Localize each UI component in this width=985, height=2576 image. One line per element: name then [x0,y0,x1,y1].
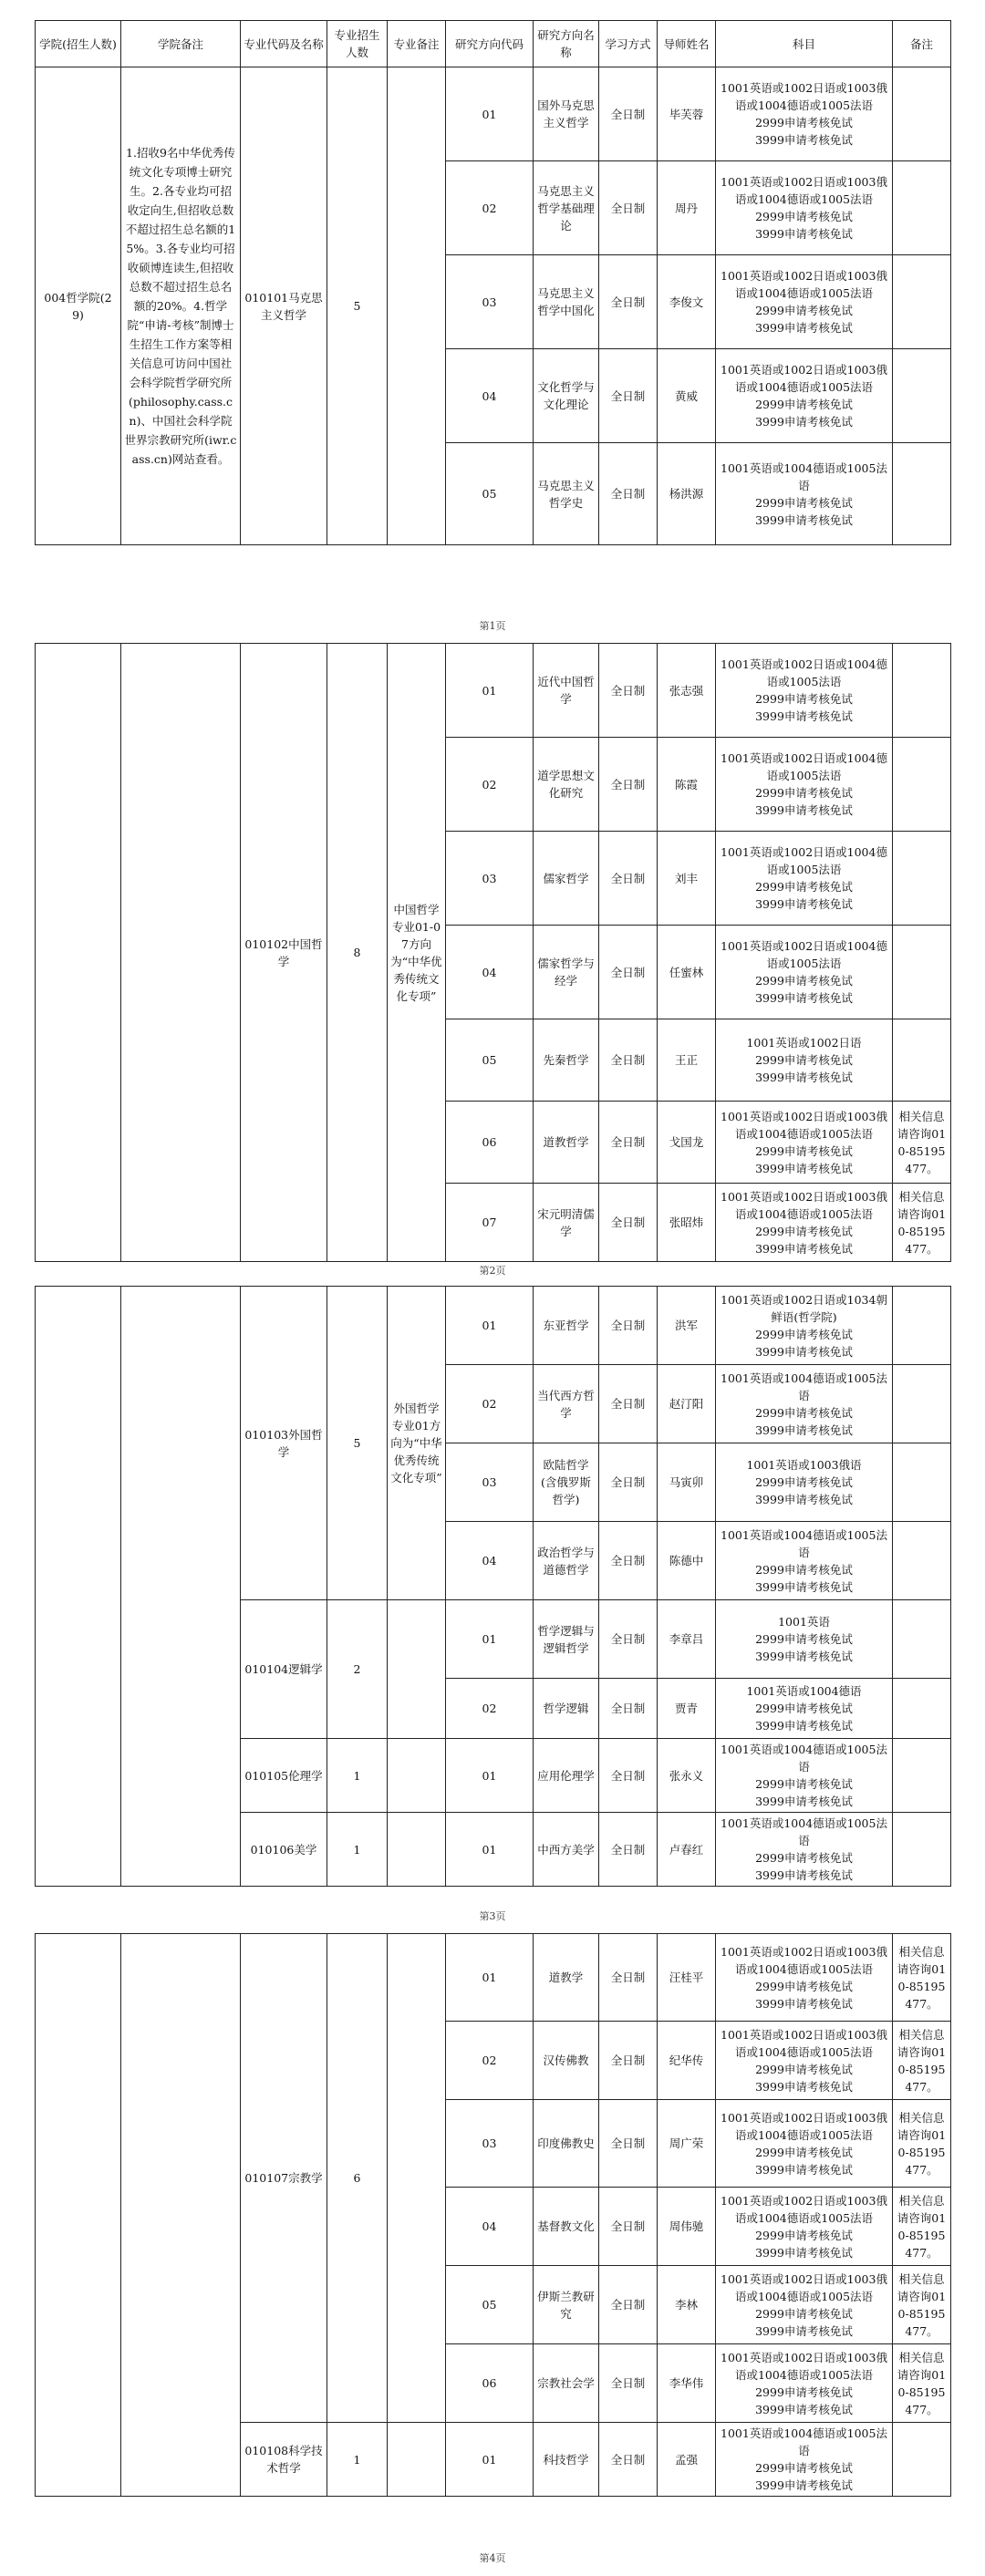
subjects-cell: 1001英语或1002日语或1003俄语或1004德语或1005法语 2999申请考核免试 3999申请考核免试 [716,2266,893,2344]
subjects-cell: 1001英语或1004德语或1005法语 2999申请考核免试 3999申请考核免试 [716,1365,893,1443]
page-number-1: 第1页 [479,620,506,632]
remark-cell [893,1443,951,1522]
direction-code-cell: 01 [446,1600,534,1679]
study-mode-cell: 全日制 [599,1365,658,1443]
direction-name-cell: 哲学逻辑 [534,1679,599,1739]
tutor-cell: 张昭炜 [658,1184,716,1262]
admission-table-page-4 [35,1933,951,2497]
college-cell [36,1287,121,1887]
remark-cell [893,832,951,926]
study-mode-cell: 全日制 [599,2188,658,2266]
direction-name-cell: 伊斯兰教研究 [534,2266,599,2344]
study-mode-cell: 全日制 [599,1102,658,1184]
remark-cell: 相关信息请咨询010-85195477。 [893,1184,951,1262]
study-mode-cell: 全日制 [599,1934,658,2022]
direction-name-cell: 道教哲学 [534,1102,599,1184]
tutor-cell: 李华伟 [658,2344,716,2423]
direction-code-cell: 06 [446,1102,534,1184]
tutor-cell: 任蜜林 [658,926,716,1019]
subjects-cell: 1001英语或1002日语或1004德语或1005法语 2999申请考核免试 3999申请考核免试 [716,738,893,832]
direction-code-cell: 02 [446,161,534,255]
direction-name-cell: 近代中国哲学 [534,644,599,738]
direction-name-cell: 马克思主义哲学基础理论 [534,161,599,255]
major-count-cell: 1 [327,1813,388,1887]
remark-cell: 相关信息请咨询010-85195477。 [893,1934,951,2022]
major-header: 专业代码及名称 [241,21,327,67]
table-row [36,67,951,161]
major-count-cell: 6 [327,1934,388,2423]
tutor-cell: 李林 [658,2266,716,2344]
major-count-cell: 1 [327,2423,388,2497]
direction-code-cell: 02 [446,1365,534,1443]
major-note-cell [388,1934,446,2423]
subjects-cell: 1001英语或1002日语或1003俄语或1004德语或1005法语 2999申请考核免试 3999申请考核免试 [716,67,893,161]
study-mode-cell: 全日制 [599,2100,658,2188]
study-mode-cell: 全日制 [599,926,658,1019]
remark-cell: 相关信息请咨询010-85195477。 [893,2344,951,2423]
page-number-3: 第3页 [479,1910,506,1922]
direction-code-cell: 03 [446,2100,534,2188]
direction-name-cell: 中西方美学 [534,1813,599,1887]
college-note-header: 学院备注 [121,21,241,67]
subjects-cell: 1001英语或1003俄语 2999申请考核免试 3999申请考核免试 [716,1443,893,1522]
subjects-cell: 1001英语或1002日语或1003俄语或1004德语或1005法语 2999申请考核免试 3999申请考核免试 [716,255,893,349]
direction-name-cell: 宗教社会学 [534,2344,599,2423]
major-note-cell [388,1739,446,1813]
subjects-cell: 1001英语或1004德语或1005法语 2999申请考核免试 3999申请考核免试 [716,1522,893,1600]
study-mode-cell: 全日制 [599,1813,658,1887]
college-cell: 004哲学院(29) [36,67,121,545]
subjects-cell: 1001英语或1002日语或1003俄语或1004德语或1005法语 2999申请考核免试 3999申请考核免试 [716,1184,893,1262]
direction-code-cell: 04 [446,1522,534,1600]
direction-code-cell: 04 [446,349,534,443]
study-mode-cell: 全日制 [599,1600,658,1679]
remark-cell [893,738,951,832]
study-mode-cell: 全日制 [599,1287,658,1365]
major-name-cell: 010108科学技术哲学 [241,2423,327,2497]
direction-name-cell: 宋元明清儒学 [534,1184,599,1262]
direction-code-cell: 01 [446,67,534,161]
major-count-cell: 5 [327,67,388,545]
page-3 [35,1286,950,1887]
direction-name-cell: 欧陆哲学(含俄罗斯哲学) [534,1443,599,1522]
tutor-cell: 卢春红 [658,1813,716,1887]
subjects-cell: 1001英语或1002日语或1003俄语或1004德语或1005法语 2999申请考核免试 3999申请考核免试 [716,349,893,443]
remark-cell [893,2423,951,2497]
direction-code-cell: 02 [446,2022,534,2100]
remark-header: 备注 [893,21,951,67]
college-cell [36,1934,121,2497]
direction-code-cell: 03 [446,1443,534,1522]
study-mode-cell: 全日制 [599,644,658,738]
tutor-cell: 周伟驰 [658,2188,716,2266]
direction-code-cell: 05 [446,443,534,545]
tutor-cell: 王正 [658,1019,716,1102]
tutor-cell: 黄威 [658,349,716,443]
study-mode-cell: 全日制 [599,443,658,545]
study-mode-cell: 全日制 [599,255,658,349]
study-mode-cell: 全日制 [599,67,658,161]
admission-table-page-1 [35,20,951,545]
direction-name-cell: 应用伦理学 [534,1739,599,1813]
direction-name-cell: 国外马克思主义哲学 [534,67,599,161]
subjects-cell: 1001英语或1002日语或1003俄语或1004德语或1005法语 2999申请考核免试 3999申请考核免试 [716,1102,893,1184]
subjects-cell: 1001英语或1002日语或1003俄语或1004德语或1005法语 2999申请考核免试 3999申请考核免试 [716,2022,893,2100]
major-name-cell: 010103外国哲学 [241,1287,327,1600]
major-count-cell: 8 [327,644,388,1262]
direction-name-cell: 当代西方哲学 [534,1365,599,1443]
major-note-cell [388,1813,446,1887]
major-name-cell: 010104逻辑学 [241,1600,327,1739]
subjects-cell: 1001英语或1002日语或1003俄语或1004德语或1005法语 2999申请考核免试 3999申请考核免试 [716,161,893,255]
study-mode-cell: 全日制 [599,1443,658,1522]
subjects-cell: 1001英语或1004德语或1005法语 2999申请考核免试 3999申请考核免试 [716,1813,893,1887]
major-note-cell: 中国哲学专业01-07方向为“中华优秀传统文化专项” [388,644,446,1262]
direction-code-cell: 07 [446,1184,534,1262]
major-name-cell: 010105伦理学 [241,1739,327,1813]
major-count-cell: 5 [327,1287,388,1600]
study-mode-cell: 全日制 [599,161,658,255]
tutor-cell: 陈德中 [658,1522,716,1600]
remark-cell [893,1739,951,1813]
direction-code-cell: 04 [446,926,534,1019]
study-mode-header: 学习方式 [599,21,658,67]
tutor-cell: 杨洪源 [658,443,716,545]
major-name-cell: 010102中国哲学 [241,644,327,1262]
major-note-cell [388,2423,446,2497]
remark-cell [893,161,951,255]
college-note-cell [121,1287,241,1887]
direction-code-cell: 03 [446,255,534,349]
direction-name-cell: 道学思想文化研究 [534,738,599,832]
direction-name-cell: 科技哲学 [534,2423,599,2497]
direction-name-cell: 基督教文化 [534,2188,599,2266]
study-mode-cell: 全日制 [599,832,658,926]
table-row [36,1287,951,1365]
direction-code-cell: 03 [446,832,534,926]
remark-cell [893,1679,951,1739]
tutor-cell: 纪华传 [658,2022,716,2100]
remark-cell [893,67,951,161]
subjects-cell: 1001英语或1002日语或1003俄语或1004德语或1005法语 2999申请考核免试 3999申请考核免试 [716,1934,893,2022]
remark-cell [893,1287,951,1365]
table-header-row [36,21,951,67]
page-number-2: 第2页 [479,1265,506,1277]
remark-cell [893,926,951,1019]
remark-cell: 相关信息请咨询010-85195477。 [893,2100,951,2188]
direction-name-cell: 马克思主义哲学史 [534,443,599,545]
study-mode-cell: 全日制 [599,1679,658,1739]
tutor-cell: 赵汀阳 [658,1365,716,1443]
remark-cell [893,255,951,349]
direction-code-cell: 01 [446,2423,534,2497]
subjects-cell: 1001英语或1004德语或1005法语 2999申请考核免试 3999申请考核免试 [716,2423,893,2497]
direction-name-cell: 儒家哲学与经学 [534,926,599,1019]
study-mode-cell: 全日制 [599,2423,658,2497]
tutor-cell: 周丹 [658,161,716,255]
study-mode-cell: 全日制 [599,738,658,832]
direction-name-cell: 先秦哲学 [534,1019,599,1102]
tutor-cell: 汪桂平 [658,1934,716,2022]
major-name-cell: 010107宗教学 [241,1934,327,2423]
direction-code-header: 研究方向代码 [446,21,534,67]
tutor-cell: 陈霞 [658,738,716,832]
remark-cell [893,349,951,443]
admission-table-page-2 [35,643,951,1262]
tutor-header: 导师姓名 [658,21,716,67]
direction-code-cell: 02 [446,1679,534,1739]
subjects-cell: 1001英语或1002日语或1004德语或1005法语 2999申请考核免试 3999申请考核免试 [716,832,893,926]
subjects-header: 科目 [716,21,893,67]
page-number-4: 第4页 [479,2552,506,2564]
major-count-header: 专业招生人数 [327,21,388,67]
major-note-cell [388,67,446,545]
study-mode-cell: 全日制 [599,1739,658,1813]
major-note-cell: 外国哲学专业01方向为“中华优秀传统文化专项” [388,1287,446,1600]
tutor-cell: 张志强 [658,644,716,738]
direction-name-cell: 汉传佛教 [534,2022,599,2100]
admission-table-page-3 [35,1286,951,1887]
direction-code-cell: 02 [446,738,534,832]
remark-cell [893,1019,951,1102]
study-mode-cell: 全日制 [599,1184,658,1262]
college-header: 学院(招生人数) [36,21,121,67]
direction-name-cell: 道教学 [534,1934,599,2022]
study-mode-cell: 全日制 [599,349,658,443]
remark-cell [893,443,951,545]
tutor-cell: 周广荣 [658,2100,716,2188]
subjects-cell: 1001英语 2999申请考核免试 3999申请考核免试 [716,1600,893,1679]
remark-cell [893,644,951,738]
direction-code-cell: 05 [446,2266,534,2344]
subjects-cell: 1001英语或1004德语 2999申请考核免试 3999申请考核免试 [716,1679,893,1739]
study-mode-cell: 全日制 [599,1522,658,1600]
major-note-header: 专业备注 [388,21,446,67]
college-note-cell: 1.招收9名中华优秀传统文化专项博士研究生。2.各专业均可招收定向生,但招收总数不超过招生总名额的15%。3.各专业均可招收硕博连读生,但招收总数不超过招生总名额的20%。4.哲学院“申请-考核”制博士生招生工作方案等相关信息可访问中国社会科学院哲学研究所(philosophy.cass.cn)、中国社会科学院世界宗教研究所(iwr.cass.cn)网站查看。 [121,67,241,545]
direction-code-cell: 01 [446,1934,534,2022]
remark-cell [893,1813,951,1887]
direction-name-cell: 东亚哲学 [534,1287,599,1365]
subjects-cell: 1001英语或1002日语 2999申请考核免试 3999申请考核免试 [716,1019,893,1102]
major-note-cell [388,1600,446,1739]
page-2 [35,643,950,1262]
direction-code-cell: 01 [446,1287,534,1365]
subjects-cell: 1001英语或1002日语或1004德语或1005法语 2999申请考核免试 3999申请考核免试 [716,926,893,1019]
direction-name-cell: 马克思主义哲学中国化 [534,255,599,349]
direction-name-cell: 儒家哲学 [534,832,599,926]
direction-name-cell: 政治哲学与道德哲学 [534,1522,599,1600]
tutor-cell: 李俊文 [658,255,716,349]
tutor-cell: 刘丰 [658,832,716,926]
tutor-cell: 毕芙蓉 [658,67,716,161]
remark-cell: 相关信息请咨询010-85195477。 [893,1102,951,1184]
tutor-cell: 马寅卯 [658,1443,716,1522]
major-name-cell: 010101马克思主义哲学 [241,67,327,545]
subjects-cell: 1001英语或1002日语或1003俄语或1004德语或1005法语 2999申请考核免试 3999申请考核免试 [716,2100,893,2188]
subjects-cell: 1001英语或1002日语或1004德语或1005法语 2999申请考核免试 3999申请考核免试 [716,644,893,738]
direction-code-cell: 04 [446,2188,534,2266]
tutor-cell: 张永义 [658,1739,716,1813]
college-note-cell [121,644,241,1262]
study-mode-cell: 全日制 [599,2266,658,2344]
major-count-cell: 2 [327,1600,388,1739]
direction-name-cell: 印度佛教史 [534,2100,599,2188]
subjects-cell: 1001英语或1004德语或1005法语 2999申请考核免试 3999申请考核免试 [716,1739,893,1813]
page-1 [35,20,950,545]
page-4 [35,1933,950,2497]
remark-cell: 相关信息请咨询010-85195477。 [893,2266,951,2344]
direction-name-cell: 哲学逻辑与逻辑哲学 [534,1600,599,1679]
study-mode-cell: 全日制 [599,1019,658,1102]
remark-cell [893,1600,951,1679]
subjects-cell: 1001英语或1002日语或1003俄语或1004德语或1005法语 2999申请考核免试 3999申请考核免试 [716,2188,893,2266]
subjects-cell: 1001英语或1004德语或1005法语 2999申请考核免试 3999申请考核免试 [716,443,893,545]
direction-name-header: 研究方向名称 [534,21,599,67]
subjects-cell: 1001英语或1002日语或1034朝鲜语(哲学院) 2999申请考核免试 3999申请考核免试 [716,1287,893,1365]
remark-cell [893,1365,951,1443]
table-row [36,1934,951,2022]
subjects-cell: 1001英语或1002日语或1003俄语或1004德语或1005法语 2999申请考核免试 3999申请考核免试 [716,2344,893,2423]
direction-code-cell: 01 [446,1739,534,1813]
college-note-cell [121,1934,241,2497]
direction-code-cell: 01 [446,1813,534,1887]
tutor-cell: 贾青 [658,1679,716,1739]
tutor-cell: 李章吕 [658,1600,716,1679]
major-name-cell: 010106美学 [241,1813,327,1887]
direction-code-cell: 05 [446,1019,534,1102]
study-mode-cell: 全日制 [599,2344,658,2423]
study-mode-cell: 全日制 [599,2022,658,2100]
remark-cell: 相关信息请咨询010-85195477。 [893,2188,951,2266]
direction-code-cell: 01 [446,644,534,738]
tutor-cell: 洪军 [658,1287,716,1365]
tutor-cell: 孟强 [658,2423,716,2497]
direction-code-cell: 06 [446,2344,534,2423]
remark-cell: 相关信息请咨询010-85195477。 [893,2022,951,2100]
table-row [36,644,951,738]
college-cell [36,644,121,1262]
major-count-cell: 1 [327,1739,388,1813]
direction-name-cell: 文化哲学与文化理论 [534,349,599,443]
tutor-cell: 戈国龙 [658,1102,716,1184]
remark-cell [893,1522,951,1600]
